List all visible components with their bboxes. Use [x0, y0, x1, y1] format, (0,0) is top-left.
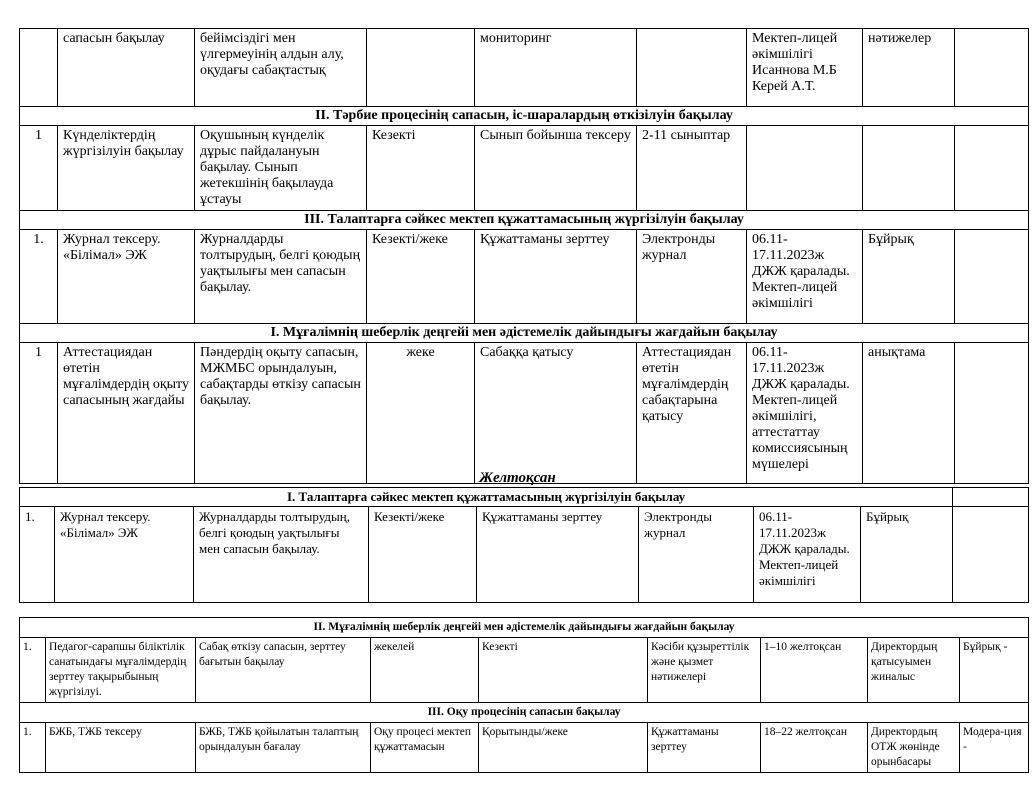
cell: Бұйрық — [861, 507, 953, 603]
cell: жекелей — [371, 638, 479, 703]
cell: Кезекті — [479, 638, 648, 703]
table-december-documents — [19, 487, 1029, 603]
cell: БЖБ, ТЖБ тексеру — [46, 723, 196, 773]
section-title: III. Талаптарға сәйкес мектеп құжаттамасының жүргізілуін бақылау — [20, 211, 1029, 230]
section-header — [20, 107, 1029, 126]
section-title: III. Оқу процесінің сапасын бақылау — [20, 703, 1029, 723]
cell: Модера-ция - — [960, 723, 1029, 773]
cell — [637, 29, 747, 107]
cell: Директордың қатысуымен жиналыс — [868, 638, 960, 703]
cell: Электронды журнал — [637, 230, 747, 324]
section-header — [20, 324, 1029, 343]
cell: 18–22 желтоқсан — [761, 723, 868, 773]
cell: анықтама — [863, 343, 955, 484]
section-title: II. Тәрбие процесінің сапасын, іс-шаралардың өткізілуін бақылау — [20, 107, 1029, 126]
section-header — [20, 488, 1029, 507]
cell: нәтижелер — [863, 29, 955, 107]
cell: Кәсіби құзыреттілік және қызмет нәтижелері — [648, 638, 761, 703]
cell: 06.11-17.11.2023ж ДЖЖ қаралады. Мектеп-лицей әкімшілігі — [754, 507, 861, 603]
cell: Күнделіктердің жүргізілуін бақылау — [58, 126, 195, 211]
table-november — [19, 28, 1029, 484]
table-december-teachers — [19, 617, 1029, 773]
section-title: I. Мұғалімнің шеберлік деңгейі мен әдістемелік дайындығы жағдайын бақылау — [20, 324, 1029, 343]
cell: Бұйрық — [863, 230, 955, 324]
cell: Кезекті — [367, 126, 475, 211]
cell: БЖБ, ТЖБ қойылатын талаптың орындалуын бағалау — [196, 723, 371, 773]
cell-number: 1. — [20, 230, 58, 324]
table-row — [20, 343, 1029, 484]
cell: Электронды журнал — [639, 507, 754, 603]
cell: Сынып бойынша тексеру — [475, 126, 637, 211]
table-row — [20, 29, 1029, 107]
cell-number: 1. — [20, 507, 55, 603]
cell: бейімсіздігі мен үлгермеуінің алдын алу, оқудағы сабақтастық — [195, 29, 367, 107]
month-title: Желтоқсан — [479, 470, 556, 486]
cell: 2-11 сыныптар — [637, 126, 747, 211]
cell: Сабақ өткізу сапасын, зерттеу бағытын бақылау — [196, 638, 371, 703]
section-header — [20, 703, 1029, 723]
cell-number: 1. — [20, 638, 46, 703]
cell: жеке — [367, 343, 475, 484]
cell: Сабаққа қатысу — [475, 343, 637, 484]
cell: Кезекті/жеке — [367, 230, 475, 324]
cell: 1–10 желтоқсан — [761, 638, 868, 703]
cell: Қорытынды/жеке — [479, 723, 648, 773]
cell: Педагог-сарапшы біліктілік санатындағы мұғалімдердің зерттеу тақырыбының жүргізілуі. — [46, 638, 196, 703]
table-row — [20, 507, 1029, 603]
cell-number: 1 — [20, 343, 58, 484]
cell: Журналдарды толтырудың, белгі қоюдың уақтылығы мен сапасын бақылау. — [194, 507, 369, 603]
cell: Пәндердің оқыту сапасын, МЖМБС орындалуын, сабақтарды өткізу сапасын бақылау. — [195, 343, 367, 484]
cell: сапасын бақылау — [58, 29, 195, 107]
cell-number: 1 — [20, 126, 58, 211]
section-title: I. Талаптарға сәйкес мектеп құжаттамасының жүргізілуін бақылау — [20, 488, 953, 507]
table-row — [20, 230, 1029, 324]
cell: Оқу процесі мектеп құжаттамасын — [371, 723, 479, 773]
cell: 06.11-17.11.2023ж ДЖЖ қаралады. Мектеп-лицей әкімшілігі — [747, 230, 863, 324]
table-row — [20, 638, 1029, 703]
cell: Журнал тексеру. «Білімал» ЭЖ — [58, 230, 195, 324]
cell: Кезекті/жеке — [369, 507, 477, 603]
cell — [367, 29, 475, 107]
cell-number: 1. — [20, 723, 46, 773]
section-header — [20, 618, 1029, 638]
cell: Аттестациядан өтетін мұғалімдердің оқыту сапасының жағдайы — [58, 343, 195, 484]
table-row — [20, 126, 1029, 211]
section-header — [20, 211, 1029, 230]
cell: Мектеп-лицей әкімшілігі Исаннова М.Б Керей А.Т. — [747, 29, 863, 107]
cell: Құжаттаманы зерттеу — [477, 507, 639, 603]
cell: 06.11-17.11.2023ж ДЖЖ қаралады. Мектеп-лицей әкімшілігі, аттестаттау комиссиясының мүшелері — [747, 343, 863, 484]
cell: мониторинг — [475, 29, 637, 107]
cell: Аттестациядан өтетін мұғалімдердің сабақтарына қатысу — [637, 343, 747, 484]
table-row — [20, 723, 1029, 773]
cell: Журналдарды толтырудың, белгі қоюдың уақтылығы мен сапасын бақылау. — [195, 230, 367, 324]
cell: Құжаттаманы зерттеу — [475, 230, 637, 324]
cell: Журнал тексеру. «Білімал» ЭЖ — [55, 507, 194, 603]
cell: Оқушының күнделік дұрыс пайдалануын бақылау. Сынып жетекшінің бақылауда ұстауы — [195, 126, 367, 211]
cell: Директордың ОТЖ жөнінде орынбасары — [868, 723, 960, 773]
cell: Құжаттаманы зерттеу — [648, 723, 761, 773]
cell: Бұйрық - — [960, 638, 1029, 703]
section-title: II. Мұғалімнің шеберлік деңгейі мен әдістемелік дайындығы жағдайын бақылау — [20, 618, 1029, 638]
